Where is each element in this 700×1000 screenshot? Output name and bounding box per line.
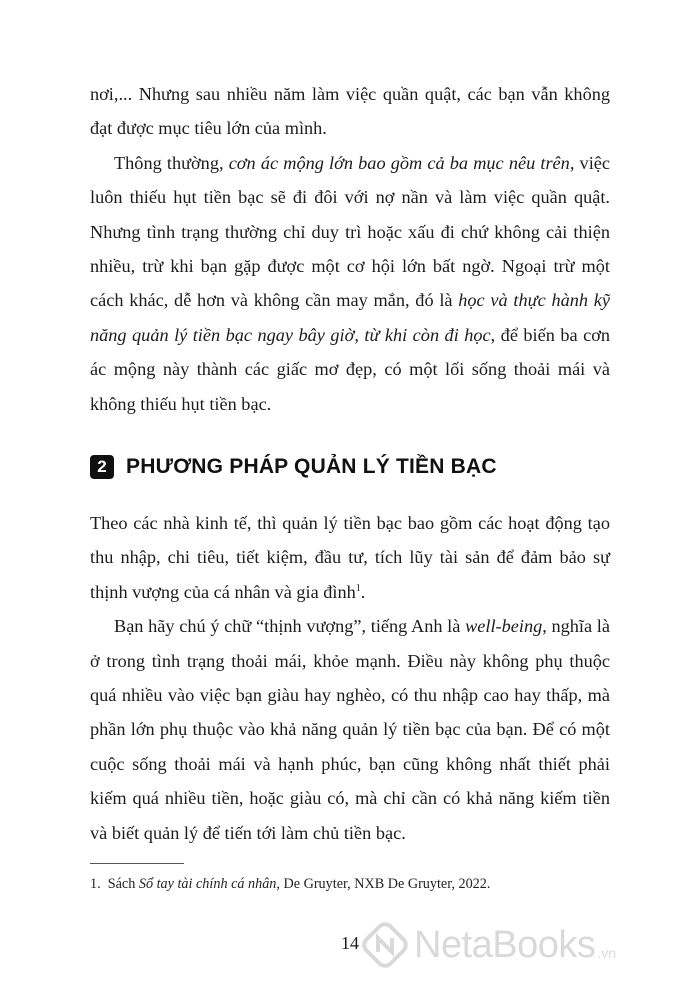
paragraph-4-run-1: well-being [465, 616, 543, 637]
section-number-badge: 2 [90, 455, 114, 479]
paragraph-2-run-1: cơn ác mộng lớn bao gồm cả ba mục nêu trên [228, 152, 570, 173]
paragraph-1: nơi,... Nhưng sau nhiều năm làm việc quần quật, các bạn vẫn không đạt được mục tiêu lớn của mình. [90, 84, 610, 139]
netabooks-logo-icon [362, 922, 408, 968]
paragraph-2-run-2: , việc luôn thiếu hụt tiền bạc sẽ đi đôi với nợ nần và làm việc quần quật. Nhưng tình trạng thường chỉ duy trì hoặc xấu đi chứ không cải thiện nhiều, trừ khi bạn gặp được một cơ hội lớn bất ngờ. Ngoại trừ một cách khác, dễ hơn và không cần may mắn, đó là [90, 152, 610, 311]
footnote-ref: 1 [355, 582, 361, 594]
section-2-text [90, 506, 610, 850]
footnote-prefix: Sách [107, 876, 139, 892]
watermark-brand: NetaBooks [414, 923, 596, 966]
section-1-text [90, 77, 610, 421]
paragraph-3-text: Theo các nhà kinh tế, thì quản lý tiền bạc bao gồm các hoạt động tạo thu nhập, chi tiêu, tiết kiệm, đầu tư, tích lũy tài sản để đảm bảo sự thịnh vượng của cá nhân và gia đình [90, 513, 610, 602]
paragraph-3: Theo các nhà kinh tế, thì quản lý tiền bạc bao gồm các hoạt động tạo thu nhập, chi tiêu, tiết kiệm, đầu tư, tích lũy tài sản để đảm bảo sự thịnh vượng của cá nhân và gia đình$^1$. [90, 513, 610, 602]
footnote-suffix: , De Gruyter, NXB De Gruyter, 2022. [276, 876, 491, 892]
paragraph-2-run-4: , để biến ba cơn ác mộng này thành các giấc mơ đẹp, có một lối sống thoải mái và không thiếu hụt tiền bạc. [90, 324, 610, 414]
section-title: PHƯƠNG PHÁP QUẢN LÝ TIỀN BẠC [126, 455, 497, 478]
watermark-tld: .vn [597, 945, 617, 961]
footnote-number: 1. [90, 876, 101, 892]
paragraph-2-run-0: Thông thường, [114, 152, 229, 173]
footnote [90, 876, 490, 893]
footnote-book-title: Sổ tay tài chính cá nhân [138, 876, 277, 892]
watermark [362, 922, 616, 968]
page-number: 14 [341, 933, 359, 953]
footnote-divider [90, 863, 184, 864]
paragraph-2 [90, 146, 610, 421]
paragraph-4-run-2: , nghĩa là ở trong tình trạng thoải mái, khỏe mạnh. Điều này không phụ thuộc quá nhiều vào việc bạn giàu hay nghèo, có thu nhập cao hay thấp, mà phần lớn phụ thuộc vào khả năng quản lý tiền bạc của bạn. Để có một cuộc sống thoải mái và hạnh phúc, bạn cũng không nhất thiết phải kiếm quá nhiều tiền, hoặc giàu có, mà chỉ cần có khả năng kiếm tiền và biết quản lý để tiến tới làm chủ tiền bạc. [90, 616, 610, 843]
paragraph-4-run-0: Bạn hãy chú ý chữ “thịnh vượng”, tiếng Anh là [114, 616, 466, 637]
paragraph-4 [90, 609, 610, 850]
section-heading [90, 452, 497, 482]
paragraph-2-run-3: học và thực hành kỹ năng quản lý tiền bạc ngay bây giờ, từ khi còn đi học [90, 290, 610, 345]
